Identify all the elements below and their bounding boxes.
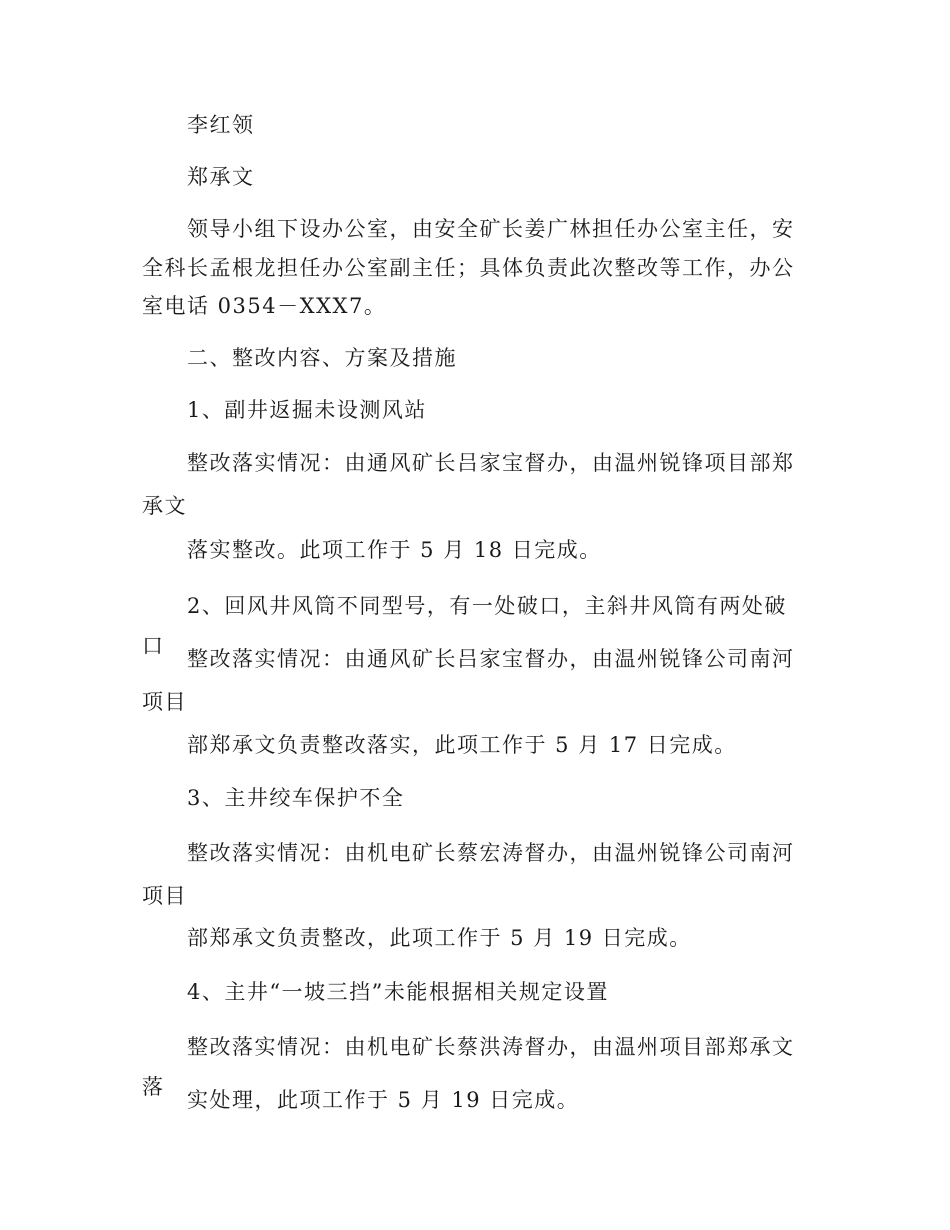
item-1-title: 1、副井返掘未设测风站 <box>187 398 427 422</box>
item-2-completion: 部郑承文负责整改落实，此项工作于 5 月 17 日完成。 <box>187 733 737 757</box>
item-1-status: 整改落实情况：由通风矿长吕家宝督办，由温州锐锋项目部郑承文 <box>142 451 795 518</box>
item-3-title: 3、主井绞车保护不全 <box>187 786 405 810</box>
item-2-status: 整改落实情况：由通风矿长吕家宝督办，由温州锐锋公司南河项目 <box>142 647 795 714</box>
paragraph-name-zheng-chengwen: 郑承文 <box>187 165 255 189</box>
section-heading-rectification: 二、整改内容、方案及措施 <box>187 346 457 370</box>
item-4-completion: 实处理，此项工作于 5 月 19 日完成。 <box>187 1088 580 1112</box>
item-3-completion: 部郑承文负责整改，此项工作于 5 月 19 日完成。 <box>187 926 692 950</box>
paragraph-office-setup: 领导小组下设办公室，由安全矿长姜广林担任办公室主任，安全科长孟根龙担任办公室副主任；具体负责此次整改等工作，办公室电话 0354－XXX7。 <box>142 217 795 318</box>
item-4-status: 整改落实情况：由机电矿长蔡洪涛督办，由温州项目部郑承文落 <box>142 1035 795 1099</box>
item-3-status: 整改落实情况：由机电矿长蔡宏涛督办，由温州锐锋公司南河项目 <box>142 841 795 908</box>
item-4-title: 4、主井“一坡三挡”未能根据相关规定设置 <box>187 980 609 1004</box>
item-1-completion: 落实整改。此项工作于 5 月 18 日完成。 <box>187 538 602 562</box>
item-2-title: 2、回风井风筒不同型号，有一处破口，主斜井风筒有两处破口 <box>142 594 787 658</box>
paragraph-name-li-hongling: 李红领 <box>187 113 255 137</box>
